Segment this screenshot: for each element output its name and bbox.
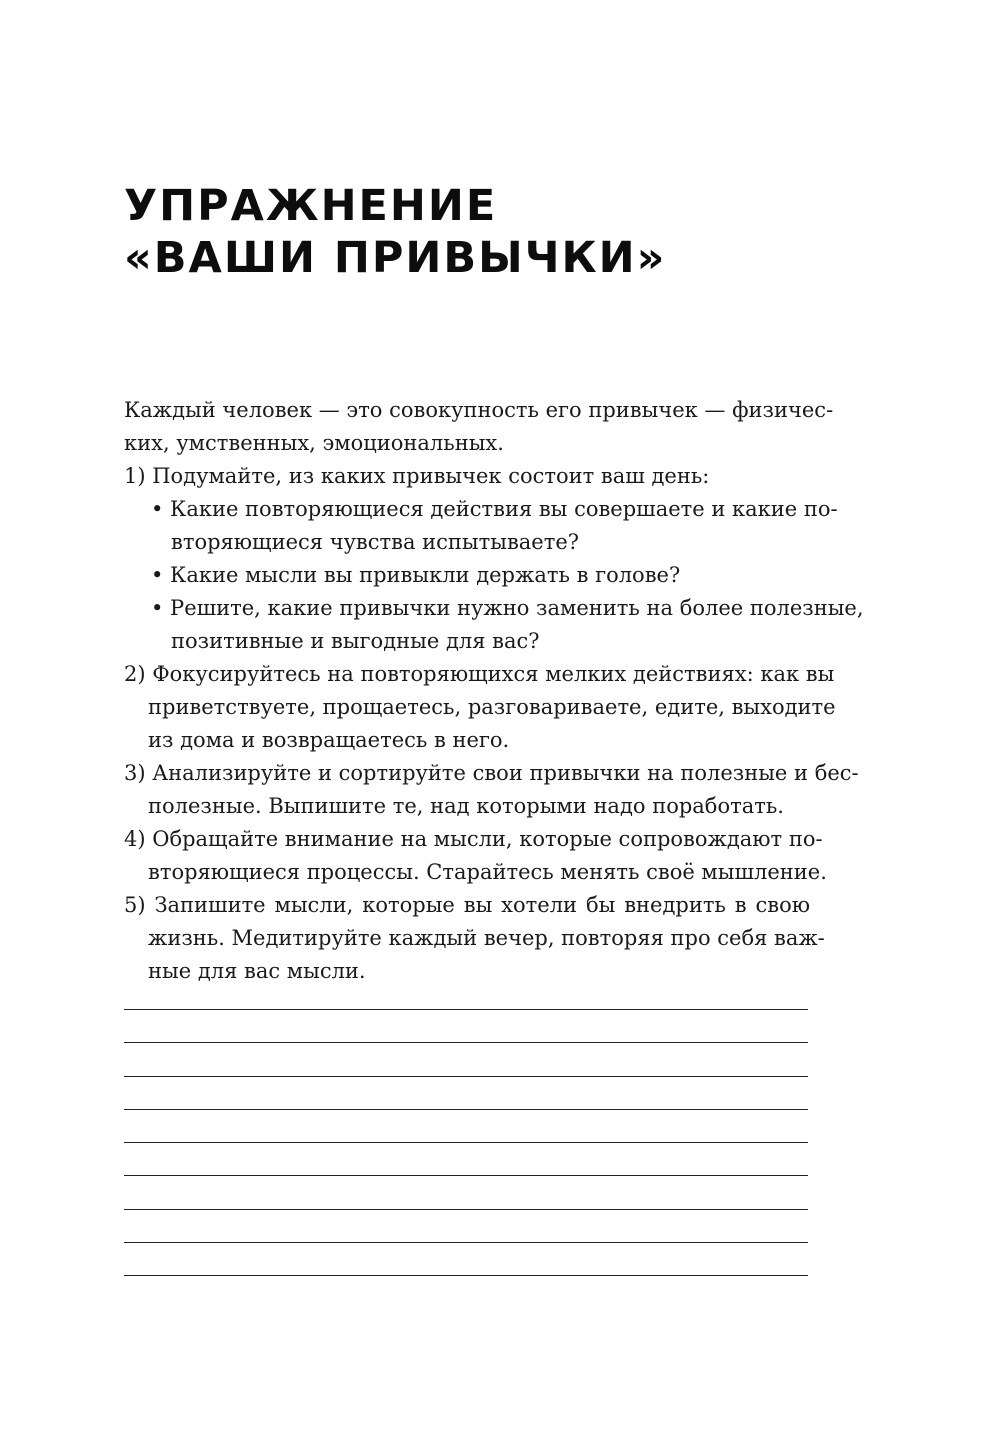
item-2-line-3: из дома и возвращаетесь в него.	[148, 728, 510, 752]
item-1-line-1: 1) Подумайте, из каких привычек состоит ваш день:	[124, 464, 710, 488]
item-5-line-2: жизнь. Медитируйте каждый вечер, повторяя про себя важ-	[148, 926, 825, 950]
item-4-line-2: вторяющиеся процессы. Старайтесь менять своё мышление.	[148, 860, 827, 884]
item-1-bullet-3-line-1: • Решите, какие привычки нужно заменить на более полезные,	[151, 596, 864, 620]
item-1-bullet-2-line-1: • Какие мысли вы привыкли держать в голове?	[151, 563, 681, 587]
exercise-title	[124, 180, 666, 284]
item-2-line-1: 2) Фокусируйтесь на повторяющихся мелких действиях: как вы	[124, 662, 835, 686]
writing-line	[124, 1274, 808, 1276]
item-3-line-2: полезные. Выпишите те, над которыми надо поработать.	[148, 794, 784, 818]
writing-line	[124, 1141, 808, 1143]
item-1-bullet-1-line-1: • Какие повторяющиеся действия вы совершаете и какие по-	[151, 497, 838, 521]
writing-line	[124, 1108, 808, 1110]
title-line-2: «ВАШИ ПРИВЫЧКИ»	[124, 233, 667, 283]
item-5-line-3: ные для вас мысли.	[148, 959, 366, 983]
title-line-1: УПРАЖНЕНИЕ	[124, 181, 498, 231]
writing-line	[124, 1075, 808, 1077]
item-5-line-1: 5) Запишите мысли, которые вы хотели бы внедрить в свою	[124, 893, 810, 917]
exercise-body	[124, 394, 864, 988]
intro-line-1: Каждый человек — это совокупность его привычек — физичес-	[124, 398, 834, 422]
writing-line	[124, 1208, 808, 1210]
writing-lines-area	[124, 1008, 808, 1308]
writing-line	[124, 1241, 808, 1243]
item-1-bullet-3-line-2: позитивные и выгодные для вас?	[171, 629, 540, 653]
writing-line	[124, 1008, 808, 1010]
item-2-line-2: приветствуете, прощаетесь, разговариваете, едите, выходите	[148, 695, 836, 719]
item-4-line-1: 4) Обращайте внимание на мысли, которые сопровождают по-	[124, 827, 823, 851]
writing-line	[124, 1041, 808, 1043]
intro-line-2: ких, умственных, эмоциональных.	[124, 431, 504, 455]
item-1-bullet-1-line-2: вторяющиеся чувства испытываете?	[171, 530, 580, 554]
writing-line	[124, 1174, 808, 1176]
item-3-line-1: 3) Анализируйте и сортируйте свои привычки на полезные и бес-	[124, 761, 859, 785]
